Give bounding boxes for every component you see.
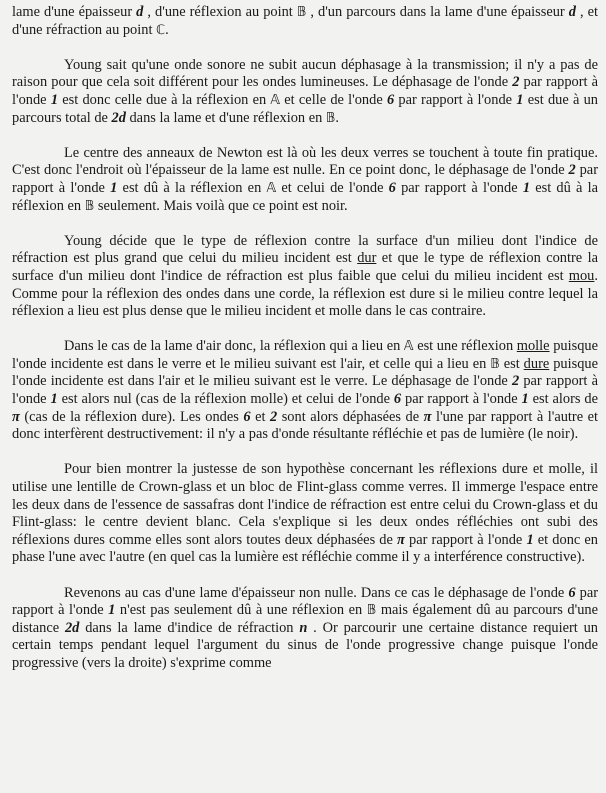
point-a: 𝔸 [266,180,277,196]
wave-number: 1 [110,179,118,196]
point-b: 𝔹 [296,5,307,20]
wave-number: 6 [393,391,402,408]
text: est une réflexion [413,338,517,355]
text: et celle de l'onde [280,91,387,108]
symbol-d: d [136,4,144,20]
wave-number: 2 [511,373,520,390]
wave-number: 1 [526,531,534,548]
wave-number: 6 [568,584,576,601]
text: par rapport à l'onde [12,74,598,108]
paragraph-7 [12,585,598,673]
symbol-pi: π [397,531,405,548]
text: , d'une réflexion au point [143,4,297,20]
text: Pour bien montrer la justesse de son hypothèse concernant les réflexions dure et molle, il utilise une lentille de Crown-glass et un bloc de Flint-glass comme verres. Il immerge l'espace entre les deux dans de l'essence de sassafras dont l'indice de réfraction est entre celui du Crown-glass et du Flint-glass: le centre devient blanc. Cela s'explique si les deux ondes réfléchies ont subi des réflexions dures comme elles sont alors toutes deux déphasées de [12,461,598,548]
text: . Comme pour la réflexion des ondes dans une corde, la réflexion est dure si le milieu contre lequel la réflexion a lieu est plus dense que le milieu incident et molle dans le cas contraire. [12,267,598,320]
wave-number: 2 [269,408,278,425]
wave-number: 6 [243,408,251,425]
text: Young sait qu'une onde sonore ne subit aucun déphasage à la transmission; il n'y a pas de raison pour que cela soit différent pour les ondes lumineuses. Le déphasage de l'onde [12,56,598,91]
text: . [335,109,340,126]
wave-number: 1 [516,91,524,108]
text: est alors de [528,391,598,408]
text: , et d'une réfraction au point [12,4,599,38]
text: par rapport à l'onde [395,179,523,196]
text: (cas de la réflexion dure). Les ondes [19,408,244,425]
text: mais également dû au parcours d'une distance [12,602,598,636]
text: et que le type de réflexion contre la surface d'un milieu dont l'indice de réfraction est plus faible que celui du milieu incident est [12,250,598,284]
text: puisque l'onde incidente est dans le verre et le milieu suivant est l'air, et celle qui a lieu en [12,338,598,372]
text: par rapport à l'onde [401,391,522,408]
text: est donc celle due à la réflexion en [58,91,271,108]
text: . Or parcourir une certaine distance requiert un certain temps pendant lequel l'argument du sinus de l'onde progressive change puisque l'onde progressive (vers la droite) s'exprime comme [12,619,599,671]
text: par rapport à l'onde [12,584,598,619]
point-b: 𝔹 [325,110,336,126]
text: . [165,21,169,38]
text: n'est pas seulement dû à une réflexion en [115,602,367,619]
symbol-2d: 2d [111,109,126,126]
symbol-pi: π [12,408,20,425]
text: et celui de l'onde [276,179,389,196]
text: par rapport à l'onde [394,91,517,108]
text: est [499,355,524,372]
text: lame d'une épaisseur [12,4,137,20]
underlined-term: molle [516,338,550,355]
text: puisque l'onde incidente est dans l'air et le milieu suivant est le verre. Le déphasage de l'onde [12,355,598,390]
text: par rapport à l'onde [404,531,527,548]
wave-number: 1 [521,391,529,408]
text: Revenons au cas d'une lame d'épaisseur non nulle. Dans ce cas le déphasage de l'onde [64,584,569,601]
paragraph-5 [12,338,598,444]
text: Young décide que le type de réflexion contre la surface d'un milieu dont l'indice de réfraction est plus grand que celui du milieu incident est [12,232,598,267]
text: dans la lame et d'une réflexion en [125,109,326,126]
text: , d'un parcours dans la lame d'une épaisseur [306,4,569,20]
point-b: 𝔹 [84,198,95,214]
symbol-pi: π [423,408,432,425]
symbol-d: d [568,4,576,20]
point-b: 𝔹 [490,356,500,372]
wave-number: 6 [388,179,396,196]
text: par rapport à l'onde [12,162,598,196]
paragraph-2 [12,57,598,127]
text: est alors nul (cas de la réflexion molle) et celui de l'onde [57,391,394,408]
wave-number: 1 [50,391,58,408]
symbol-2d: 2d [64,619,80,636]
point-a: 𝔸 [403,339,414,355]
wave-number: 1 [108,602,116,619]
paragraph-3 [12,145,598,215]
text: est dû à la réflexion en [117,179,267,196]
text: par rapport à l'onde [12,373,598,408]
wave-number: 2 [512,74,520,91]
symbol-n: n [299,619,308,636]
paragraph-1 [12,4,598,39]
text: seulement. Mais voilà que ce point est noir. [94,197,348,214]
text: et donc en phase l'une avec l'autre (en quel cas la lumière est réfléchie comme il y a interférence constructive). [12,531,599,566]
text: Le centre des anneaux de Newton est là où les deux verres se touchent à toute fin pratique. C'est donc l'endroit où l'épaisseur de la lame est nulle. En ce point donc, le déphasage de l'onde [12,144,598,179]
underlined-term: mou [568,267,595,284]
text: et [250,408,270,425]
wave-number: 1 [522,179,531,196]
text: dans la lame d'indice de réfraction [79,619,300,636]
text: Dans le cas de la lame d'air donc, la réflexion qui a lieu en [64,338,404,355]
wave-number: 6 [386,91,395,108]
text: est dû à la réflexion en [12,179,598,214]
underlined-term: dur [357,250,377,267]
point-a: 𝔸 [270,92,281,108]
text: est due à un parcours total de [12,91,598,126]
underlined-term: dure [523,355,550,372]
text: sont alors déphasées de [277,408,424,425]
text: l'une par rapport à l'autre et donc interfèrent destructivement: il n'y a pas d'onde résultante réfléchie et pas de lumière (le noir). [12,408,599,443]
point-b: 𝔹 [366,603,377,619]
wave-number: 1 [50,91,59,108]
paragraph-4 [12,233,598,321]
wave-number: 2 [568,162,576,179]
paragraph-6 [12,461,598,567]
point-c: ℂ [156,22,166,38]
